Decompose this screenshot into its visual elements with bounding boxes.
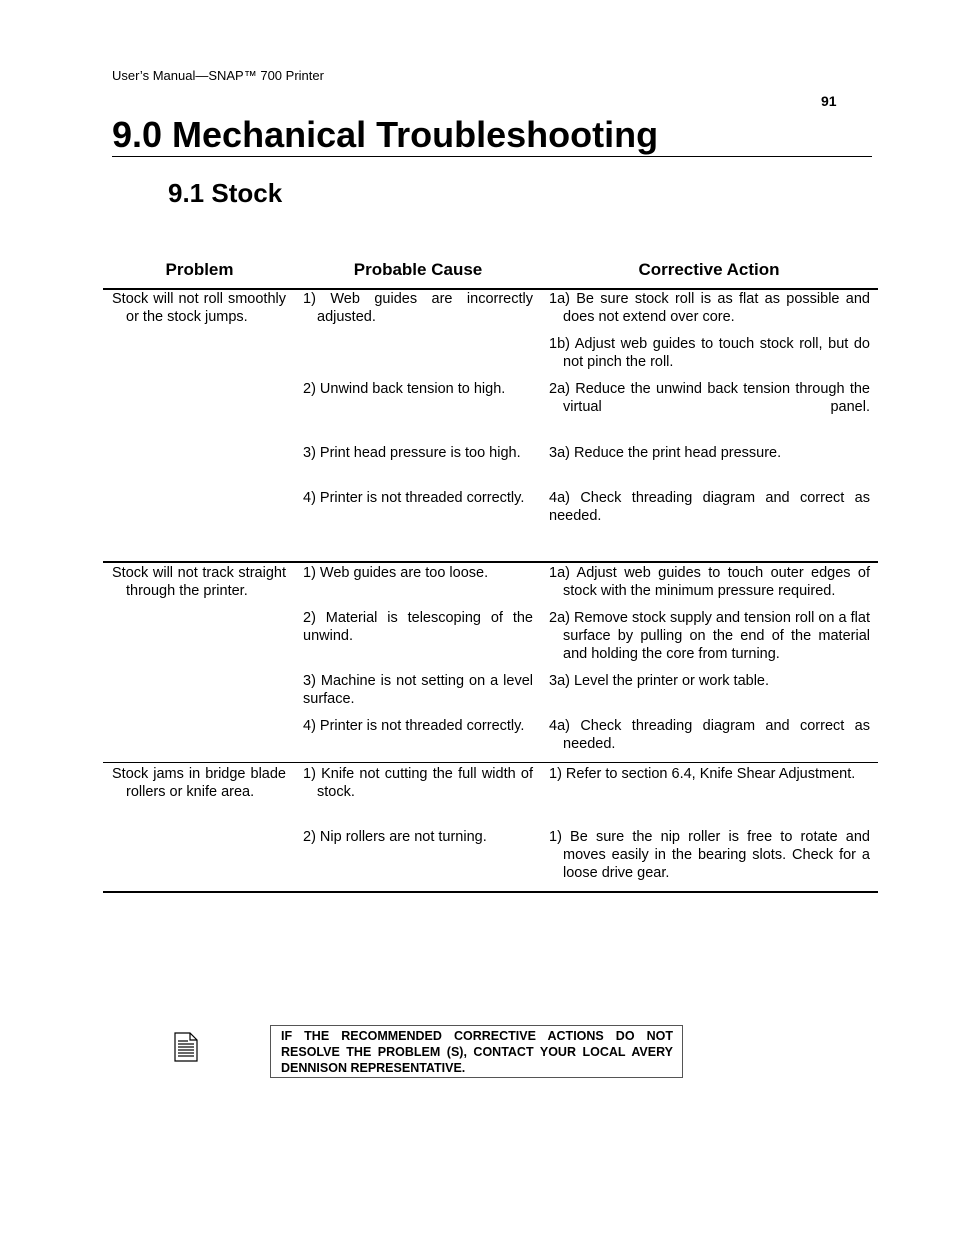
cause-cell: 4) Printer is not threaded correctly. (303, 490, 525, 506)
cause-cell: 1) Web guides are incorrectly adjusted. (303, 291, 533, 325)
action-cell: 2a) Remove stock supply and tension roll on a flat surface by pulling on the end of the material and holding the core from turning. (549, 610, 870, 662)
table-header (103, 260, 878, 284)
cause-cell: 4) Printer is not threaded correctly. (303, 718, 525, 734)
row-divider (103, 762, 878, 763)
table-bottom-rule (103, 891, 878, 893)
cause-cell: 1) Knife not cutting the full width of stock. (303, 766, 533, 800)
action-cell: 1a) Be sure stock roll is as flat as possible and does not extend over core. (549, 291, 870, 325)
cause-cell: 3) Print head pressure is too high. (303, 445, 521, 461)
chapter-title: 9.0 Mechanical Troubleshooting (112, 114, 659, 155)
action-cell: 4a) Check threading diagram and correct as needed. (549, 718, 870, 752)
action-cell: 3a) Level the printer or work table. (549, 673, 770, 689)
column-header-probable-cause: Probable Cause (353, 260, 483, 279)
cause-cell: 3) Machine is not setting on a level surface. (303, 673, 533, 707)
action-cell: 1a) Adjust web guides to touch outer edges of stock with the minimum pressure required. (549, 565, 870, 599)
problem-cell: Stock will not track straight through the printer. (112, 565, 286, 599)
cause-cell: 2) Material is telescoping of the unwind. (303, 610, 533, 644)
column-header-problem: Problem (165, 260, 234, 279)
column-header-corrective-action: Corrective Action (638, 260, 780, 279)
action-cell: 3a) Reduce the print head pressure. (549, 445, 782, 461)
row-divider (103, 561, 878, 563)
action-cell: 2a) Reduce the unwind back tension through the virtual panel. (549, 381, 870, 415)
problem-cell: Stock will not roll smoothly or the stock jumps. (112, 291, 286, 325)
action-cell: 1) Be sure the nip roller is free to rotate and moves easily in the bearing slots. Check for a loose drive gear. (549, 829, 870, 881)
page-number: 91 (821, 93, 837, 109)
cause-cell: 1) Web guides are too loose. (303, 565, 489, 581)
cause-cell: 2) Nip rollers are not turning. (303, 829, 487, 845)
cause-cell: 2) Unwind back tension to high. (303, 381, 506, 397)
note-document-icon (174, 1032, 198, 1062)
action-cell: 4a) Check threading diagram and correct as needed. (549, 490, 870, 524)
chapter-title-rule (112, 156, 872, 157)
action-cell: 1) Refer to section 6.4, Knife Shear Adjustment. (549, 766, 856, 782)
action-cell: 1b) Adjust web guides to touch stock roll, but do not pinch the roll. (549, 336, 870, 370)
note-box: IF THE RECOMMENDED CORRECTIVE ACTIONS DO NOT RESOLVE THE PROBLEM (S), CONTACT YOUR LOCAL AVERY DENNISON REPRESENTATIVE. (270, 1025, 683, 1078)
running-header: User’s Manual—SNAP™ 700 Printer (112, 68, 324, 83)
problem-cell: Stock jams in bridge blade rollers or knife area. (112, 766, 286, 800)
section-title: 9.1 Stock (168, 178, 283, 208)
